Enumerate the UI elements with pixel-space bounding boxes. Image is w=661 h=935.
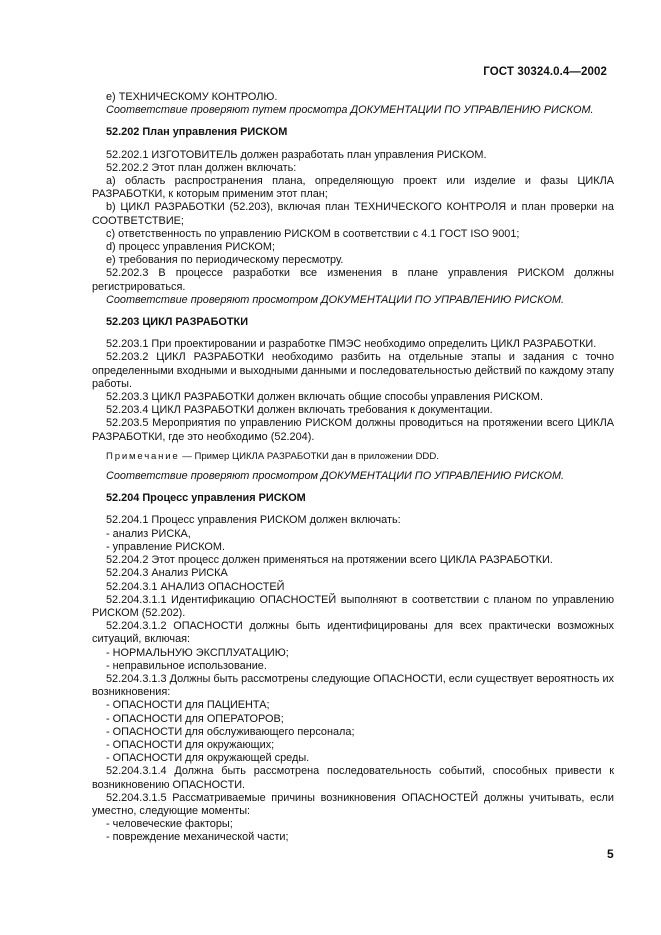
paragraph: 52.203.2 ЦИКЛ РАЗРАБОТКИ необходимо разбить на отдельные этапы и задания с точно определенными входными и выходными данными и последовательностью действий по каждому этапу работы. [92, 351, 614, 390]
list-item: - ОПАСНОСТИ для окружающей среды. [106, 752, 310, 765]
list-item: е) ТЕХНИЧЕСКОМУ КОНТРОЛЮ. [106, 91, 278, 103]
paragraph: 52.204.3.1.4 Должна быть рассмотрена последовательность событий, способных привести к возникновению ОПАСНОСТИ. [92, 765, 614, 791]
list-item: - ОПАСНОСТИ для окружающих; [106, 738, 275, 751]
list-item: - человеческие факторы; [106, 818, 233, 831]
list-item: b) ЦИКЛ РАЗРАБОТКИ (52.203), включая план ТЕХНИЧЕСКОГО КОНТРОЛЯ и план проверки на СООТВЕТСТВИЕ; [92, 201, 614, 227]
paragraph: 52.204.2 Этот процесс должен применяться на протяжении всего ЦИКЛА РАЗРАБОТКИ. [106, 554, 553, 567]
list-item: - ОПАСНОСТИ для обслуживающего персонала; [106, 725, 355, 738]
paragraph: 52.204.3.1.5 Рассматриваемые причины возникновения ОПАСНОСТЕЙ должны учитывать, если уместно, следующие моменты: [92, 791, 614, 817]
paragraph: 52.202.1 ИЗГОТОВИТЕЛЬ должен разработать план управления РИСКОМ. [106, 148, 487, 161]
section-heading-52-203: 52.203 ЦИКЛ РАЗРАБОТКИ [106, 316, 249, 329]
page-number: 5 [607, 847, 614, 861]
compliance-note: Соответствие проверяют путем просмотра ДОКУМЕНТАЦИИ ПО УПРАВЛЕНИЮ РИСКОМ. [106, 104, 594, 117]
paragraph: 52.202.2 Этот план должен включать: [106, 161, 297, 174]
paragraph: 52.204.3.1.3 Должны быть рассмотрены следующие ОПАСНОСТИ, если существует вероятность их возникновения: [92, 672, 614, 699]
note [92, 450, 614, 463]
list-item: с) ответственность по управлению РИСКОМ в соответствии с 4.1 ГОСТ ISO 9001; [106, 227, 520, 240]
paragraph: 52.202.3 В процессе разработки все изменения в плане управления РИСКОМ должны регистрироваться. [92, 267, 614, 293]
list-item: d) процесс управления РИСКОМ; [106, 241, 275, 254]
list-item: - повреждение механической части; [106, 831, 289, 844]
compliance-note: Соответствие проверяют просмотром ДОКУМЕНТАЦИИ ПО УПРАВЛЕНИЮ РИСКОМ. [106, 470, 565, 483]
note-label: Примечание [106, 450, 180, 462]
list-item: - ОПАСНОСТИ для ПАЦИЕНТА; [106, 699, 270, 712]
list-item: е) требования по периодическому пересмотру. [106, 254, 344, 267]
paragraph: 52.204.3 Анализ РИСКА [106, 567, 228, 580]
paragraph: 52.204.3.1 АНАЛИЗ ОПАСНОСТЕЙ [106, 580, 285, 593]
list-item: - ОПАСНОСТИ для ОПЕРАТОРОВ; [106, 712, 284, 725]
paragraph: 52.203.3 ЦИКЛ РАЗРАБОТКИ должен включать общие способы управления РИСКОМ. [106, 391, 543, 404]
list-item: а) область распространения плана, определяющую проект или изделие и фазы ЦИКЛА РАЗРАБОТКИ, к которым применим этот план; [92, 175, 614, 201]
compliance-note: Соответствие проверяют просмотром ДОКУМЕНТАЦИИ ПО УПРАВЛЕНИЮ РИСКОМ. [106, 293, 565, 306]
document-code-header: ГОСТ 30324.0.4—2002 [483, 66, 607, 78]
paragraph: 52.203.5 Мероприятия по управлению РИСКОМ должны проводиться на протяжении всего ЦИКЛА РАЗРАБОТКИ, где это необходимо (52.204). [92, 417, 614, 443]
list-item: - НОРМАЛЬНУЮ ЭКСПЛУАТАЦИЮ; [106, 646, 289, 659]
list-item: - анализ РИСКА, [106, 527, 191, 540]
paragraph: 52.204.3.1.1 Идентификацию ОПАСНОСТЕЙ выполняют в соответствии с планом по управлению РИСКОМ (52.202). [92, 593, 614, 619]
list-item: - управление РИСКОМ. [106, 540, 225, 553]
paragraph: 52.203.1 При проектировании и разработке ПМЭС необходимо определить ЦИКЛ РАЗРАБОТКИ. [106, 338, 597, 351]
page-body [92, 91, 614, 845]
section-heading-52-202: 52.202 План управления РИСКОМ [106, 126, 288, 139]
paragraph: 52.204.3.1.2 ОПАСНОСТИ должны быть идентифицированы для всех практически возможных ситуаций, включая: [92, 620, 614, 646]
paragraph: 52.204.1 Процесс управления РИСКОМ должен включать: [106, 514, 401, 527]
note-text: — Пример ЦИКЛА РАЗРАБОТКИ дан в приложении DDD. [179, 450, 439, 462]
section-heading-52-204: 52.204 Процесс управления РИСКОМ [106, 492, 306, 505]
list-item: - неправильное использование. [106, 659, 267, 672]
paragraph: 52.203.4 ЦИКЛ РАЗРАБОТКИ должен включать требования к документации. [106, 404, 493, 417]
